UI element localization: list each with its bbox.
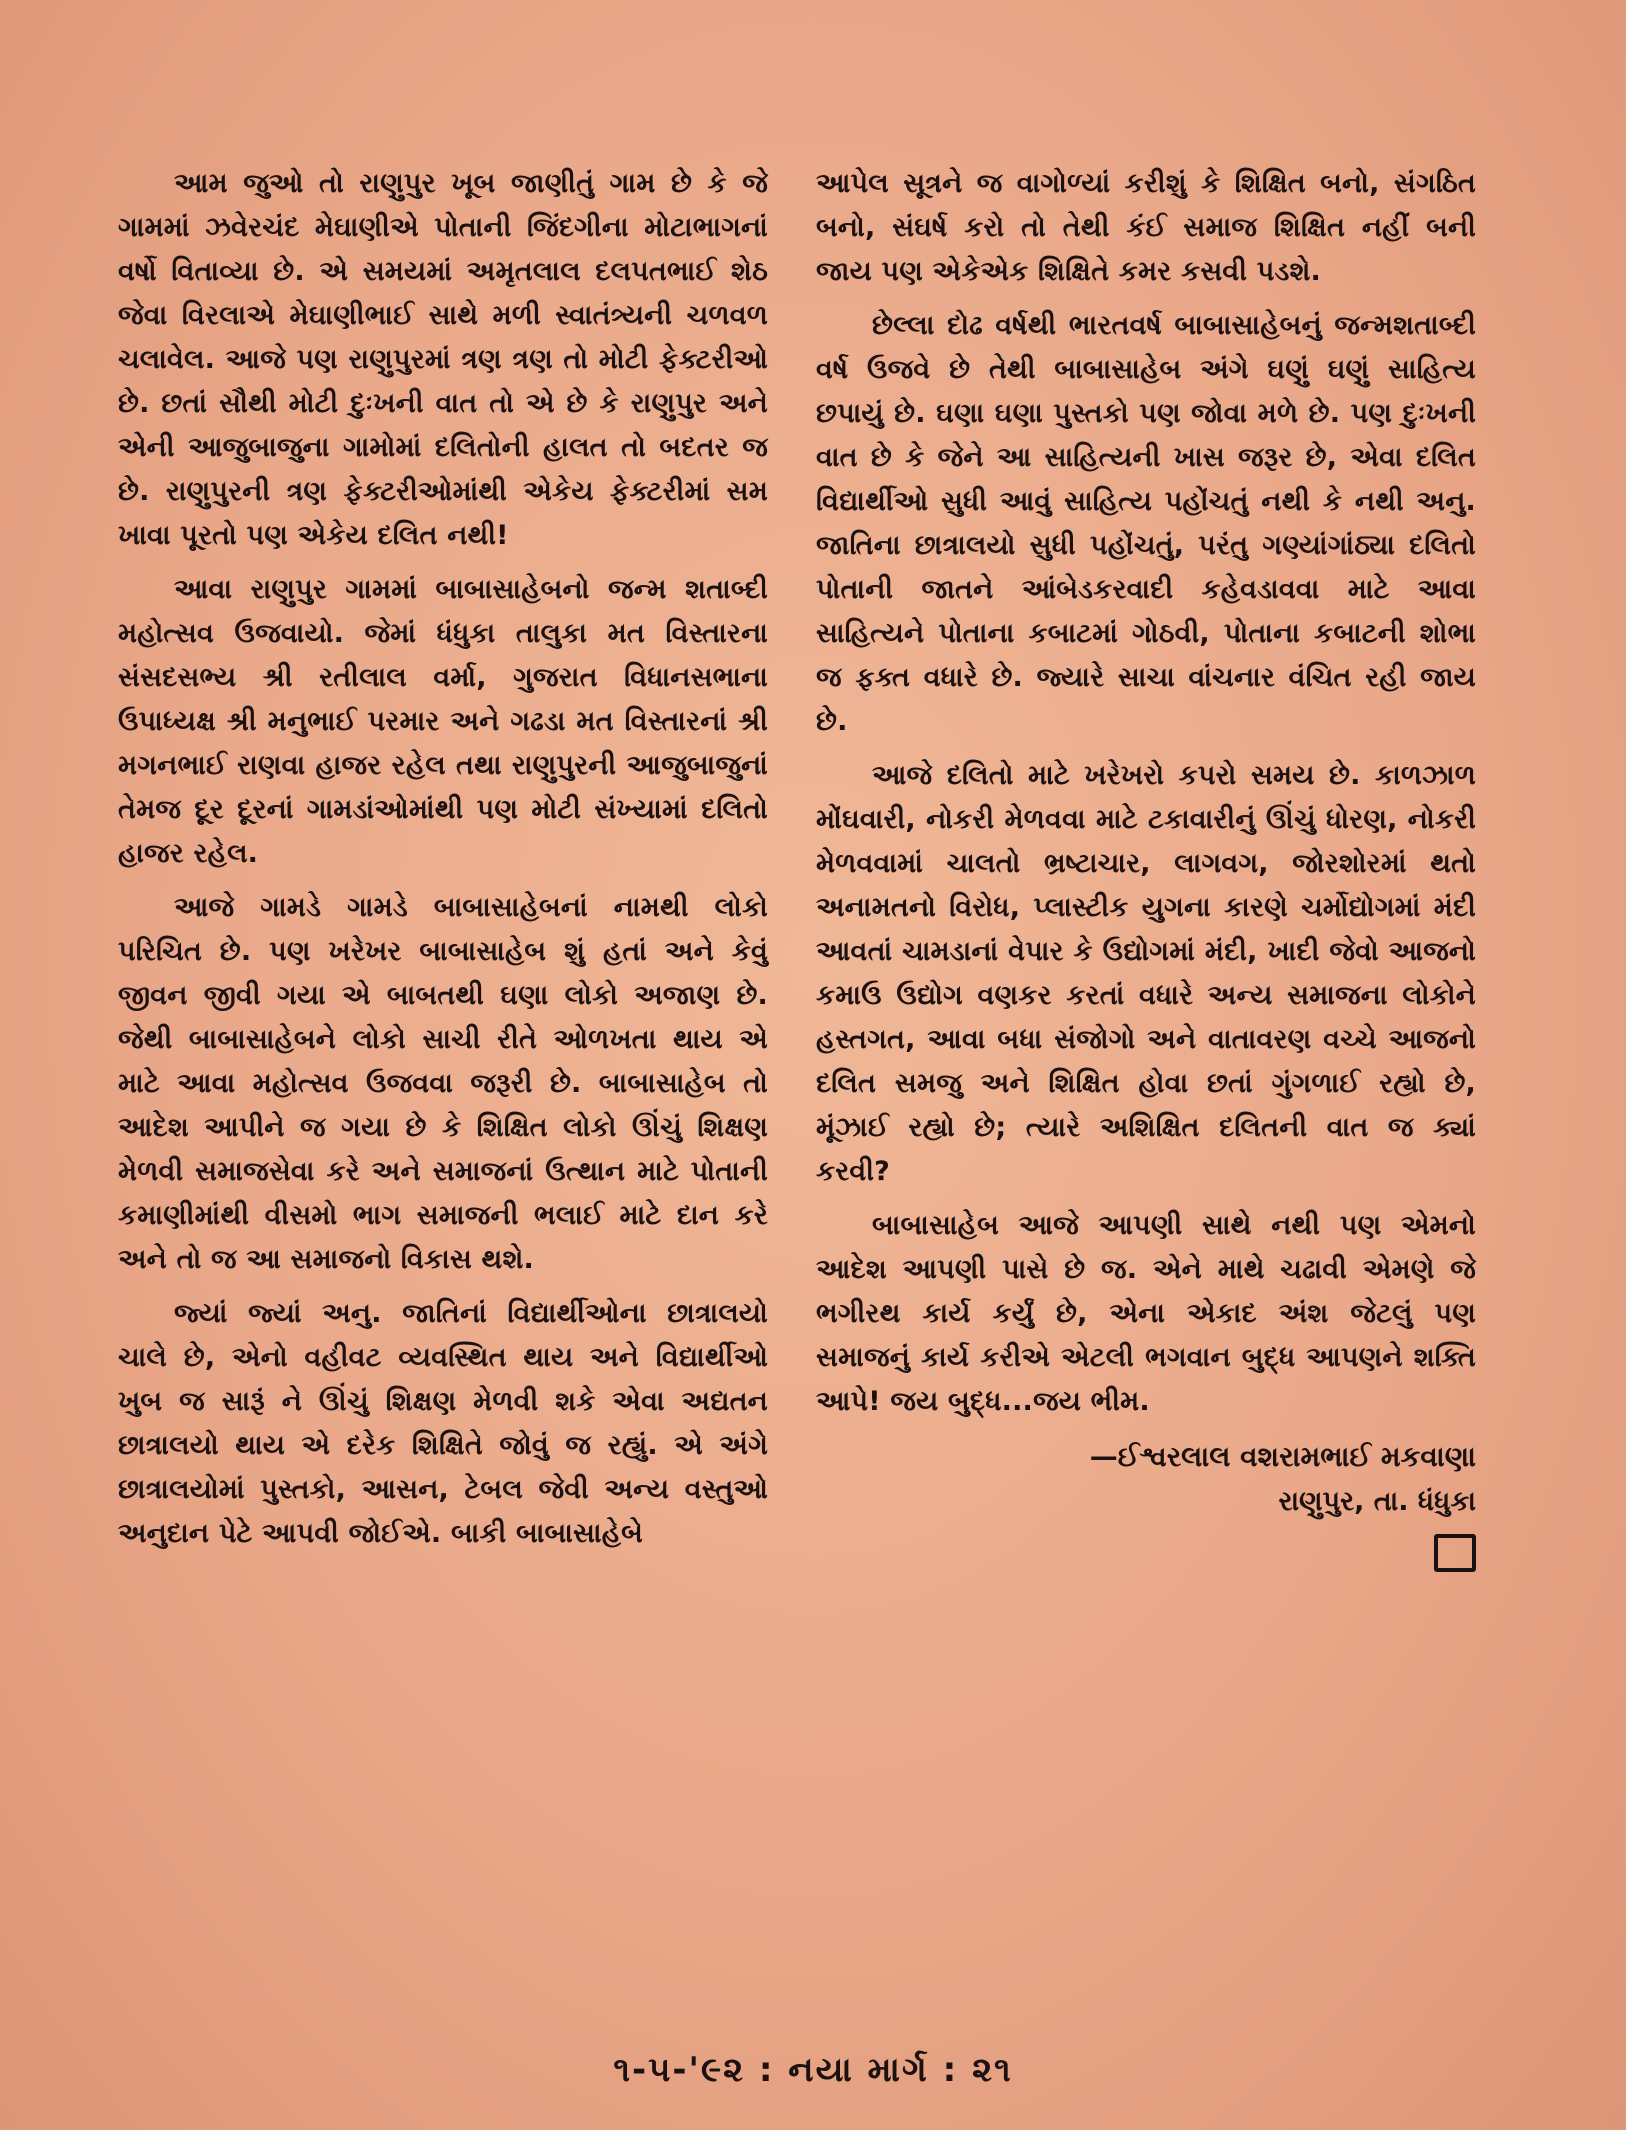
- article-paragraph: જ્યાં જ્યાં અનુ. જાતિનાં વિદ્યાર્થીઓના છાત્રાલયો ચાલે છે, એનો વહીવટ વ્યવસ્થિત થાય અને વિદ્યાર્થીઓ ખુબ જ સારૂં ને ઊંચું શિક્ષણ મેળવી શકે એવા અદ્યતન છાત્રાલયો થાય એ દરેક શિક્ષિતે જોવું જ રહ્યું. એ અંગે છાત્રાલયોમાં પુસ્તકો, આસન, ટેબલ જેવી અન્ય વસ્તુઓ અનુદાન પેટે આપવી જોઈએ. બાકી બાબાસાહેબે: [118, 1298, 768, 1549]
- left-column: [118, 162, 768, 1566]
- page-footer: ૧-૫-'૯૨ : નયા માર્ગ : ૨૧: [613, 2050, 1013, 2090]
- signature-block: [816, 1434, 1476, 1584]
- end-of-article-square-icon: [1434, 1534, 1476, 1572]
- article-paragraph: બાબાસાહેબ આજે આપણી સાથે નથી પણ એમનો આદેશ આપણી પાસે છે જ. એને માથે ચઢાવી એમણે જે ભગીરથ કાર્ય કર્યું છે, એના એકાદ અંશ જેટલું પણ સમાજનું કાર્ય કરીએ એટલી ભગવાન બુદ્ધ આપણને શક્તિ આપે! જય બુદ્ધ...જય ભીમ.: [816, 1210, 1476, 1417]
- article-paragraph: આપેલ સૂત્રને જ વાગોળ્યાં કરીશું કે શિક્ષિત બનો, સંગઠિત બનો, સંઘર્ષ કરો તો તેથી કંઈ સમાજ શિક્ષિત નહીં બની જાય પણ એકેએક શિક્ષિતે કમર કસવી પડશે.: [816, 168, 1476, 287]
- article-paragraph: આમ જુઓ તો રાણુપુર ખૂબ જાણીતું ગામ છે કે જે ગામમાં ઝવેરચંદ મેઘાણીએ પોતાની જિંદગીના મોટાભાગનાં વર્ષો વિતાવ્યા છે. એ સમયમાં અમૃતલાલ દલપતભાઈ શેઠ જેવા વિરલાએ મેઘાણીભાઈ સાથે મળી સ્વાતંત્ર્યની ચળવળ ચલાવેલ. આજે પણ રાણુપુરમાં ત્રણ ત્રણ તો મોટી ફેક્ટરીઓ છે. છતાં સૌથી મોટી દુઃખની વાત તો એ છે કે રાણુપુર અને એની આજુબાજુના ગામોમાં દલિતોની હાલત તો બદતર જ છે. રાણુપુરની ત્રણ ફેક્ટરીઓમાંથી એકેય ફેક્ટરીમાં સમ ખાવા પૂરતો પણ એકેય દલિત નથી!: [118, 168, 768, 551]
- author-name: —ઈશ્વરલાલ વશરામભાઈ મકવાણા: [1089, 1440, 1476, 1473]
- article-paragraph: આજે દલિતો માટે ખરેખરો કપરો સમય છે. કાળઝાળ મોંઘવારી, નોકરી મેળવવા માટે ટકાવારીનું ઊંચું ધોરણ, નોકરી મેળવવામાં ચાલતો ભ્રષ્ટાચાર, લાગવગ, જોરશોરમાં થતો અનામતનો વિરોધ, પ્લાસ્ટીક યુગના કારણે ચર્મોદ્યોગમાં મંદી આવતાં ચામડાનાં વેપાર કે ઉદ્યોગમાં મંદી, ખાદી જેવો આજનો કમાઉ ઉદ્યોગ વણકર કરતાં વધારે અન્ય સમાજના લોકોને હસ્તગત, આવા બધા સંજોગો અને વાતાવરણ વચ્ચે આજનો દલિત સમજુ અને શિક્ષિત હોવા છતાં ગુંગળાઈ રહ્યો છે, મૂંઝાઈ રહ્યો છે; ત્યારે અશિક્ષિત દલિતની વાત જ ક્યાં કરવી?: [816, 760, 1476, 1187]
- article-paragraph: છેલ્લા દોઢ વર્ષથી ભારતવર્ષ બાબાસાહેબનું જન્મશતાબ્દી વર્ષ ઉજવે છે તેથી બાબાસાહેબ અંગે ઘણું ઘણું સાહિત્ય છપાયું છે. ઘણા ઘણા પુસ્તકો પણ જોવા મળે છે. પણ દુઃખની વાત છે કે જેને આ સાહિત્યની ખાસ જરૂર છે, એવા દલિત વિદ્યાર્થીઓ સુધી આવું સાહિત્ય પહોંચતું નથી કે નથી અનુ. જાતિના છાત્રાલયો સુધી પહોંચતું, પરંતુ ગણ્યાંગાંઠ્યા દલિતો પોતાની જાતને આંબેડકરવાદી કહેવડાવવા માટે આવા સાહિત્યને પોતાના કબાટમાં ગોઠવી, પોતાના કબાટની શોભા જ ફક્ત વધારે છે. જ્યારે સાચા વાંચનાર વંચિત રહી જાય છે.: [816, 310, 1476, 737]
- author-place: રાણુપુર, તા. ધંધુકા: [1278, 1486, 1476, 1517]
- article-paragraph: આવા રાણુપુર ગામમાં બાબાસાહેબનો જન્મ શતાબ્દી મહોત્સવ ઉજવાયો. જેમાં ધંધુકા તાલુકા મત વિસ્તારના સંસદસભ્ય શ્રી રતીલાલ વર્મા, ગુજરાત વિધાનસભાના ઉપાધ્યક્ષ શ્રી મનુભાઈ પરમાર અને ગઢડા મત વિસ્તારનાં શ્રી મગનભાઈ રાણવા હાજર રહેલ તથા રાણુપુરની આજુબાજુનાં તેમજ દૂર દૂરનાં ગામડાંઓમાંથી પણ મોટી સંખ્યામાં દલિતો હાજર રહેલ.: [118, 574, 768, 869]
- article-paragraph: આજે ગામડે ગામડે બાબાસાહેબનાં નામથી લોકો પરિચિત છે. પણ ખરેખર બાબાસાહેબ શું હતાં અને કેવું જીવન જીવી ગયા એ બાબતથી ઘણા લોકો અજાણ છે. જેથી બાબાસાહેબને લોકો સાચી રીતે ઓળખતા થાય એ માટે આવા મહોત્સવ ઉજવવા જરૂરી છે. બાબાસાહેબ તો આદેશ આપીને જ ગયા છે કે શિક્ષિત લોકો ઊંચું શિક્ષણ મેળવી સમાજસેવા કરે અને સમાજનાં ઉત્થાન માટે પોતાની કમાણીમાંથી વીસમો ભાગ સમાજની ભલાઈ માટે દાન કરે અને તો જ આ સમાજનો વિકાસ થશે.: [118, 892, 768, 1275]
- right-column: [816, 162, 1476, 1584]
